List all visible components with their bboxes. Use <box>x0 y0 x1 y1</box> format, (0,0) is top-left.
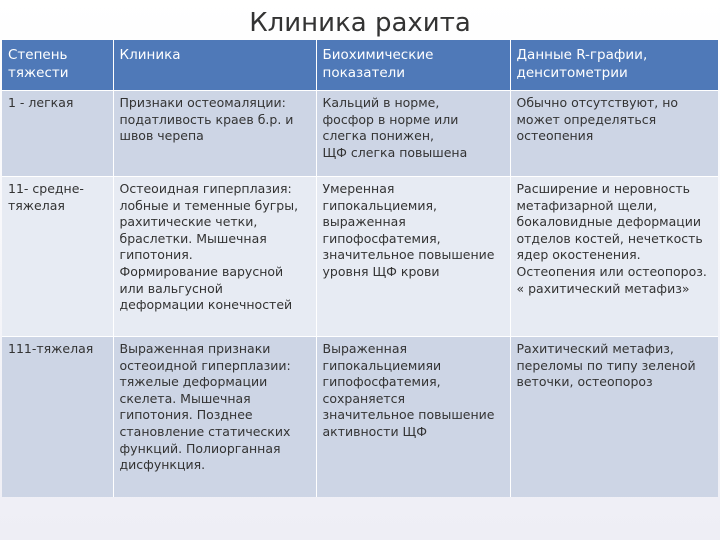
header-clinic: Клиника <box>113 40 316 91</box>
header-radiography: Данные R-графии, денситометрии <box>510 40 718 91</box>
cell-biochemistry: Умеренная гипокальциемия, выраженная гипофосфатемия, значительное повышение уровня ЩФ крови <box>316 177 510 337</box>
cell-biochemistry: Кальций в норме, фосфор в норме или слегка понижен, ЩФ слегка повышена <box>316 91 510 177</box>
cell-radiography: Рахитический метафиз, переломы по типу зеленой веточки, остеопороз <box>510 337 718 497</box>
cell-severity: 11- средне- тяжелая <box>2 177 113 337</box>
slide-title: Клиника рахита <box>249 8 471 38</box>
rickets-clinic-table <box>2 40 718 497</box>
cell-severity: 1 - легкая <box>2 91 113 177</box>
cell-severity: 111-тяжелая <box>2 337 113 497</box>
header-severity: Степень тяжести <box>2 40 113 91</box>
cell-clinic: Признаки остеомаляции: податливость краев б.р. и швов черепа <box>113 91 316 177</box>
cell-clinic: Выраженная признаки остеоидной гиперплазии: тяжелые деформации скелета. Мышечная гипотония. Позднее становление статических функций. Полиорганная дисфункция. <box>113 337 316 497</box>
header-row <box>2 40 718 91</box>
cell-radiography: Обычно отсутствуют, но может определяться остеопения <box>510 91 718 177</box>
cell-clinic: Остеоидная гиперплазия: лобные и теменные бугры, рахитические четки, браслетки. Мышечная гипотония. Формирование варусной или вальгусной деформации конечностей <box>113 177 316 337</box>
cell-radiography: Расширение и неровность метафизарной щели, бокаловидные деформации отделов костей, нечеткость ядер окостенения. Остеопения или остеопороз. « рахитический метафиз» <box>510 177 718 337</box>
header-biochemistry: Биохимические показатели <box>316 40 510 91</box>
table-row <box>2 91 718 177</box>
table-row <box>2 337 718 497</box>
table-row <box>2 177 718 337</box>
cell-biochemistry: Выраженная гипокальциемияи гипофосфатемия, сохраняется значительное повышение активности ЩФ <box>316 337 510 497</box>
